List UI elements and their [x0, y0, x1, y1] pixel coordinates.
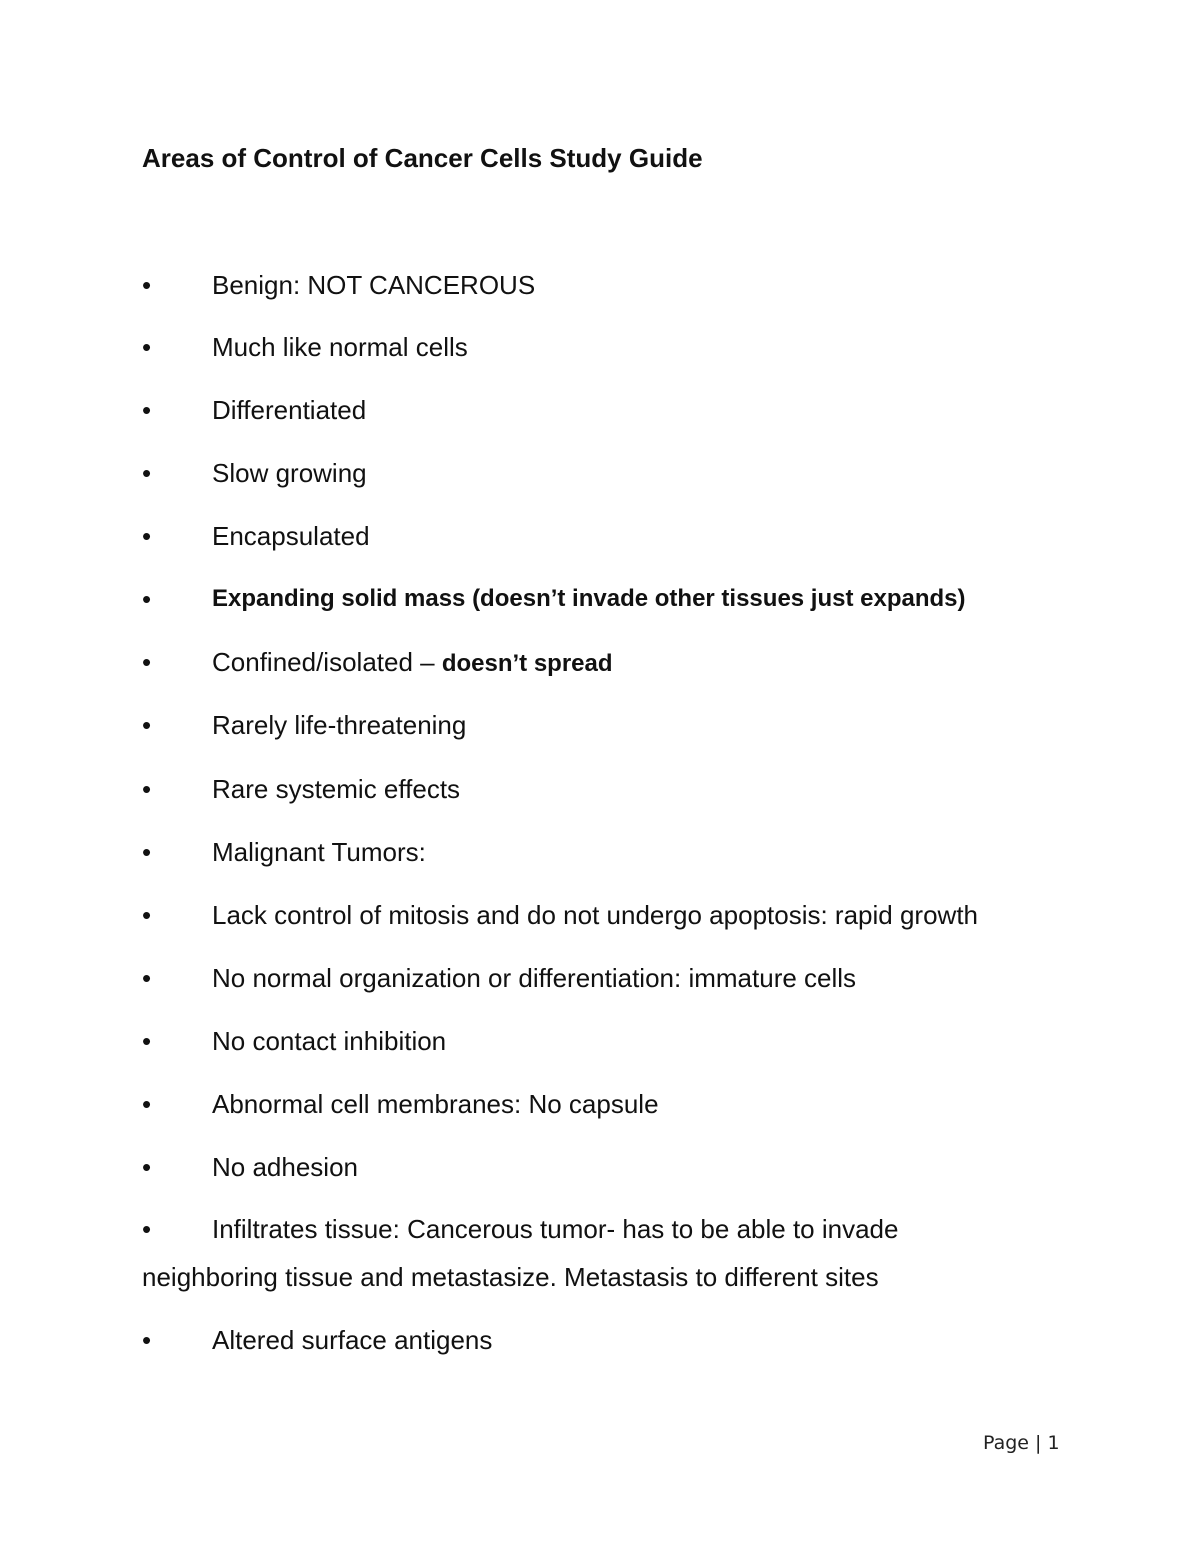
bullet-icon: • — [142, 458, 152, 488]
bullet-icon: • — [142, 900, 152, 930]
bullet-icon: • — [142, 710, 152, 740]
bullet-icon: • — [142, 774, 152, 804]
document-title: Areas of Control of Cancer Cells Study Guide — [142, 143, 703, 173]
bullet-icon: • — [142, 963, 152, 993]
bullet-icon: • — [142, 270, 152, 300]
bullet-icon: • — [142, 584, 152, 614]
list-item-text: Slow growing — [212, 458, 367, 488]
page-number: Page | 1 — [983, 1432, 1060, 1454]
list-item-text: Rare systemic effects — [212, 774, 461, 804]
list-item-text-plain: Confined/isolated – — [212, 647, 442, 677]
bullet-icon: • — [142, 1152, 152, 1182]
list-item-text: Expanding solid mass (doesn’t invade other tissues just expands) — [212, 585, 966, 612]
bullet-icon: • — [142, 647, 152, 677]
list-item-text: No adhesion — [212, 1152, 358, 1182]
list-item-text: Malignant Tumors: — [212, 837, 426, 867]
bullet-icon: • — [142, 1026, 152, 1056]
list-item-text: Lack control of mitosis and do not undergo apoptosis: rapid growth — [212, 900, 979, 930]
bullet-icon: • — [142, 1325, 152, 1355]
list-item-text: Differentiated — [212, 395, 367, 425]
bullet-icon: • — [142, 521, 152, 551]
list-item-text — [212, 645, 613, 681]
list-item-text: Altered surface antigens — [212, 1325, 493, 1355]
list-item-text: Encapsulated — [212, 521, 370, 551]
bullet-icon: • — [142, 395, 152, 425]
list-item-text: Rarely life-threatening — [212, 710, 467, 740]
bullet-icon: • — [142, 837, 152, 867]
bullet-icon: • — [142, 1214, 152, 1244]
list-item-text: Much like normal cells — [212, 332, 468, 362]
bullet-icon: • — [142, 332, 152, 362]
list-item-text: No contact inhibition — [212, 1026, 447, 1056]
list-item-text: No normal organization or differentiation: immature cells — [212, 963, 857, 993]
list-item-text: Abnormal cell membranes: No capsule — [212, 1089, 659, 1119]
list-item-text: Infiltrates tissue: Cancerous tumor- has to be able to invade — [212, 1214, 899, 1244]
list-item-continuation: neighboring tissue and metastasize. Metastasis to different sites — [142, 1262, 879, 1292]
bullet-icon: • — [142, 1089, 152, 1119]
list-item-text: Benign: NOT CANCEROUS — [212, 270, 536, 300]
list-item-text-bold: doesn’t spread — [441, 650, 613, 677]
